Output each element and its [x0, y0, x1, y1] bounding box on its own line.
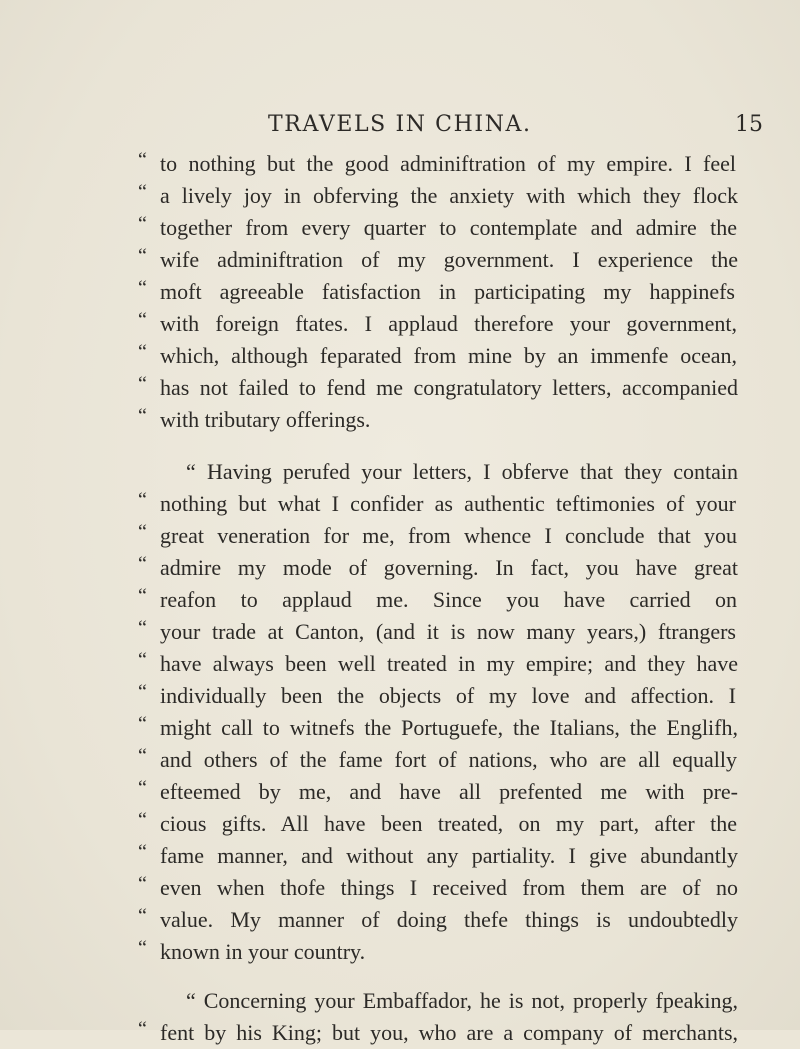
line-text: wife adminiftration of my government. I experience the	[160, 247, 738, 272]
text-line	[0, 308, 800, 340]
quote-mark: “	[138, 181, 147, 203]
text-line	[0, 712, 800, 744]
text-line	[0, 840, 800, 872]
quote-mark: “	[138, 341, 147, 363]
line-text: nothing but what I confider as authentic teftimonies of your	[160, 491, 736, 516]
text-line	[0, 808, 800, 840]
line-text: admire my mode of governing. In fact, you have great	[160, 555, 738, 580]
line-text: together from every quarter to contemplate and admire the	[160, 215, 737, 240]
text-line	[0, 985, 800, 1017]
line-text: to nothing but the good adminiftration of my empire. I feel	[160, 151, 736, 176]
running-title: TRAVELS IN CHINA.	[268, 112, 532, 137]
text-line	[0, 872, 800, 904]
quote-mark: “	[138, 745, 147, 767]
text-line	[0, 372, 800, 404]
quote-mark: “	[138, 245, 147, 267]
text-line	[0, 648, 800, 680]
page-header	[0, 112, 800, 146]
quote-mark: “	[138, 213, 147, 235]
quote-mark: “	[138, 841, 147, 863]
quote-mark: “	[138, 405, 147, 427]
line-text: have always been well treated in my empire; and they have	[160, 651, 738, 676]
text-line	[0, 244, 800, 276]
line-text: your trade at Canton, (and it is now many years,) ftrangers	[160, 619, 736, 644]
line-text: reafon to applaud me. Since you have carried on	[160, 587, 737, 612]
line-text: fent by his King; but you, who are a company of merchants,	[160, 1020, 738, 1045]
text-line	[0, 776, 800, 808]
line-text: value. My manner of doing thefe things is undoubtedly	[160, 907, 738, 932]
text-line	[0, 1017, 800, 1049]
quote-mark: “	[138, 937, 147, 959]
line-text: which, although feparated from mine by an immenfe ocean,	[160, 343, 737, 368]
quote-mark: “	[138, 713, 147, 735]
line-text: moft agreeable fatisfaction in participating my happinefs	[160, 279, 735, 304]
quote-mark: “	[138, 809, 147, 831]
quote-mark: “	[138, 1018, 147, 1040]
line-text: a lively joy in obferving the anxiety with which they flock	[160, 183, 738, 208]
quote-mark: “	[138, 277, 147, 299]
line-text: efteemed by me, and have all prefented me with pre-	[160, 779, 738, 804]
text-line	[0, 148, 800, 180]
line-text: has not failed to fend me congratulatory letters, accompanied	[160, 375, 738, 400]
line-text: with tributary offerings.	[160, 407, 371, 432]
text-line	[0, 488, 800, 520]
text-line	[0, 340, 800, 372]
line-text: “ Having perufed your letters, I obferve that they contain	[186, 459, 738, 484]
quote-mark: “	[138, 585, 147, 607]
line-text: cious gifts. All have been treated, on my part, after the	[160, 811, 737, 836]
line-text: known in your country.	[160, 939, 366, 964]
line-text: might call to witnefs the Portuguefe, the Italians, the Englifh,	[160, 715, 738, 740]
quote-mark: “	[138, 309, 147, 331]
quote-mark: “	[138, 649, 147, 671]
line-text: great veneration for me, from whence I conclude that you	[160, 523, 737, 548]
text-line	[0, 584, 800, 616]
text-line	[0, 552, 800, 584]
line-text: and others of the fame fort of nations, who are all equally	[160, 747, 737, 772]
text-line	[0, 520, 800, 552]
quote-mark: “	[138, 777, 147, 799]
quote-mark: “	[138, 521, 147, 543]
quote-mark: “	[138, 681, 147, 703]
text-line	[0, 616, 800, 648]
text-line	[0, 404, 800, 436]
quote-mark: “	[138, 873, 147, 895]
quote-mark: “	[138, 149, 147, 171]
line-text: “ Concerning your Embaffador, he is not, properly fpeaking,	[186, 988, 738, 1013]
text-line	[0, 180, 800, 212]
text-line	[0, 936, 800, 968]
line-text: even when thofe things I received from them are of no	[160, 875, 738, 900]
quote-mark: “	[138, 373, 147, 395]
text-line	[0, 744, 800, 776]
text-line	[0, 212, 800, 244]
text-line	[0, 276, 800, 308]
quote-mark: “	[138, 617, 147, 639]
quote-mark: “	[138, 489, 147, 511]
text-line	[0, 904, 800, 936]
line-text: fame manner, and without any partiality. I give abundantly	[160, 843, 738, 868]
quote-mark: “	[138, 905, 147, 927]
line-text: with foreign ftates. I applaud therefore your government,	[160, 311, 737, 336]
text-line	[0, 456, 800, 488]
quote-mark: “	[138, 553, 147, 575]
text-line	[0, 680, 800, 712]
line-text: individually been the objects of my love and affection. I	[160, 683, 736, 708]
page-number: 15	[735, 112, 763, 137]
